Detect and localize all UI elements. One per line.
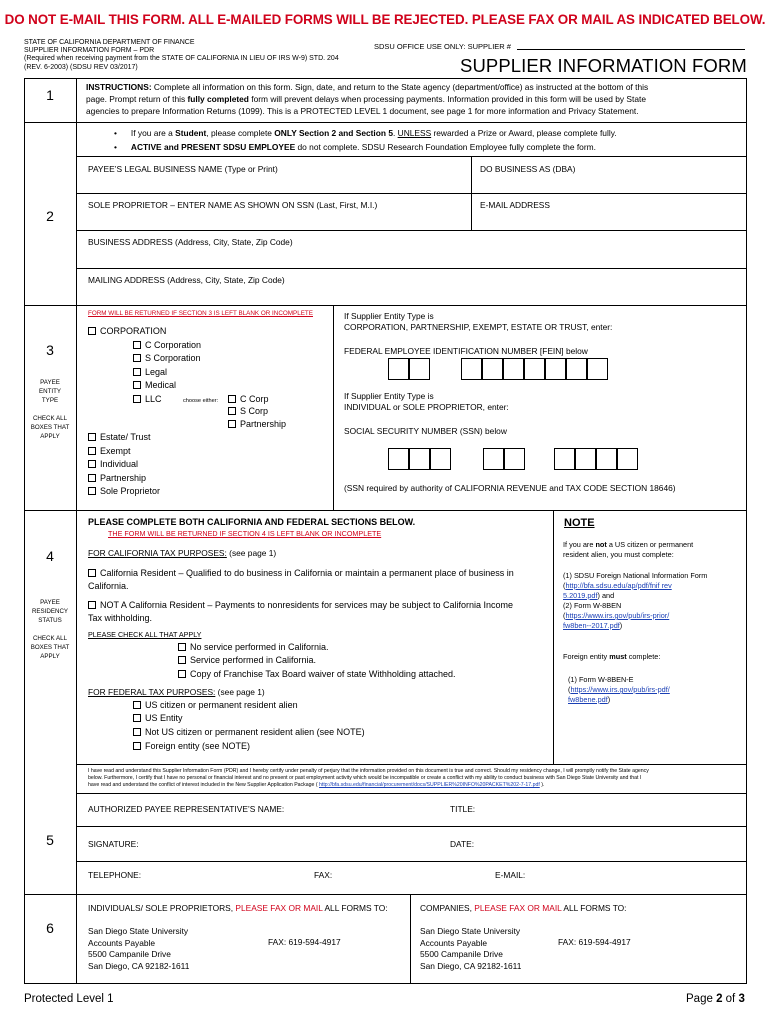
date-label: DATE: — [450, 839, 475, 849]
medical-checkbox[interactable]: Medical — [133, 380, 176, 390]
section-4-number: 4 — [46, 548, 54, 564]
telephone-label: TELEPHONE: — [88, 870, 142, 880]
instructions-line-3: agencies to prepare Information Returns (1099). This is a PROTECTED LEVEL 1 document, see page 1 for more information and Privacy Statement. — [86, 106, 639, 116]
section-2-number: 2 — [46, 208, 54, 224]
section-4-heading: PLEASE COMPLETE BOTH CALIFORNIA AND FEDERAL SECTIONS BELOW. — [88, 517, 416, 527]
student-bullet: • If you are a Student, please complete ONLY Section 2 and Section 5. UNLESS rewarded a Prize or Award, please complete fully. — [114, 128, 617, 138]
note-heading: NOTE — [564, 517, 595, 529]
entity-type-side-label: PAYEE ENTITY TYPE CHECK ALL BOXES THAT APPLY — [30, 379, 70, 440]
individual-checkbox[interactable]: Individual — [88, 459, 138, 469]
llc-c-corp-checkbox[interactable]: C Corp — [228, 394, 269, 404]
title-label: TITLE: — [450, 804, 476, 814]
not-california-resident-checkbox[interactable]: NOT A California Resident – Payments to nonresidents for services may be subject to California Income — [88, 600, 513, 610]
divider — [76, 193, 747, 194]
divider — [76, 230, 747, 231]
fax-label: FAX: — [314, 870, 333, 880]
mailing-address-label: MAILING ADDRESS (Address, City, State, Zip Code) — [88, 275, 285, 285]
llc-partnership-checkbox[interactable]: Partnership — [228, 419, 286, 429]
section-4-warning: THE FORM WILL BE RETURNED IF SECTION 4 IS LEFT BLANK OR INCOMPLETE — [108, 529, 382, 538]
divider — [24, 894, 747, 895]
certification-line-2: below. Furthermore, I certify that I have no personal or financial interest and no present or past employment activity which would be incompatible or create a conflict with my ability to conduct business with San Diego State University and that I — [88, 775, 642, 781]
reject-email-banner: DO NOT E-MAIL THIS FORM. ALL E-MAILED FORMS WILL BE REJECTED. PLEASE FAX OR MAIL AS INDICATED BELOW. — [4, 12, 766, 27]
divider — [76, 861, 747, 862]
sole-proprietor-checkbox[interactable]: Sole Proprietor — [88, 486, 160, 496]
ftb-waiver-checkbox[interactable]: Copy of Franchise Tax Board waiver of state Withholding attached. — [178, 669, 455, 679]
section-number-divider — [76, 78, 77, 984]
ssn-label: SOCIAL SECURITY NUMBER (SSN) below — [344, 426, 507, 436]
note-line: (1) Form W-8BEN-E — [568, 675, 634, 684]
protected-level-label: Protected Level 1 — [24, 993, 114, 1005]
no-service-checkbox[interactable]: No service performed in California. — [178, 642, 329, 652]
page-number: Page 2 of 3 — [686, 993, 745, 1005]
section-3-warning: FORM WILL BE RETURNED IF SECTION 3 IS LEFT BLANK OR INCOMPLETE — [88, 310, 313, 317]
california-tax-heading: FOR CALIFORNIA TAX PURPOSES: (see page 1) — [88, 548, 277, 558]
companies-mail-heading: COMPANIES, PLEASE FAX OR MAIL ALL FORMS TO: — [420, 903, 627, 913]
note-line: Foreign entity must complete: — [563, 652, 661, 661]
note-line: If you are not a US citizen or permanent — [563, 540, 694, 549]
estate-trust-checkbox[interactable]: Estate/ Trust — [88, 432, 151, 442]
foreign-entity-checkbox[interactable]: Foreign entity (see NOTE) — [133, 741, 250, 751]
certification-line-1: I have read and understand this Supplier Information Form (PDR) and I hereby certify under penalty of perjury that the information provided on this document is true and correct. Should my residency change, I will promptly notify the State agency — [88, 768, 649, 774]
legal-checkbox[interactable]: Legal — [133, 367, 167, 377]
instructions-line-1: INSTRUCTIONS: Complete all information on this form. Sign, date, and return to the State agency (department/office) as instructed at the bottom of this — [86, 82, 649, 92]
us-citizen-checkbox[interactable]: US citizen or permanent resident alien — [133, 700, 298, 710]
llc-checkbox[interactable]: LLC — [133, 394, 162, 404]
not-us-citizen-checkbox[interactable]: Not US citizen or permanent resident alien (see NOTE) — [133, 727, 365, 737]
section-3-number: 3 — [46, 342, 54, 358]
instructions-line-2: page. Prompt return of this fully completed form will prevent delays when processing payments. Information provided in this form will be used by State — [86, 94, 646, 104]
corporation-checkbox[interactable]: CORPORATION — [88, 326, 166, 336]
divider — [76, 793, 747, 794]
form-requirement: (Required when receiving payment from the STATE OF CALIFORNIA IN LIEU OF IRS W-9) STD. 204 — [24, 55, 339, 62]
llc-s-corp-checkbox[interactable]: S Corp — [228, 406, 268, 416]
residency-side-label: PAYEE RESIDENCY STATUS CHECK ALL BOXES THAT APPLY — [30, 599, 70, 660]
sole-proprietor-name-label: SOLE PROPRIETOR – ENTER NAME AS SHOWN ON SSN (Last, First, M.I.) — [88, 200, 378, 210]
ssn-intro-line-1: If Supplier Entity Type is — [344, 391, 434, 401]
w8bene-link-2[interactable]: fw8bene.pdf) — [568, 695, 611, 704]
section-5-number: 5 — [46, 832, 54, 848]
exempt-checkbox[interactable]: Exempt — [88, 446, 131, 456]
fnif-link-2[interactable]: 5.2019.pdf) and — [563, 591, 615, 600]
ssn-intro-line-2: INDIVIDUAL or SOLE PROPRIETOR, enter: — [344, 402, 509, 412]
us-entity-checkbox[interactable]: US Entity — [133, 713, 183, 723]
section-6-number: 6 — [46, 920, 54, 936]
divider — [410, 894, 411, 984]
individuals-mail-heading: INDIVIDUALS/ SOLE PROPRIETORS, PLEASE FAX OR MAIL ALL FORMS TO: — [88, 903, 388, 913]
form-revision: (REV. 6-2003) (SDSU REV 03/2017) — [24, 64, 138, 71]
divider — [553, 510, 554, 764]
supplier-number-field[interactable] — [517, 49, 745, 50]
email-label: E-MAIL: — [495, 870, 526, 880]
fein-intro-line-2: CORPORATION, PARTNERSHIP, EXEMPT, ESTATE OR TRUST, enter: — [344, 322, 613, 332]
fnif-link[interactable]: (http://bfa.sdsu.edu/ap/pdf/fnif rev — [563, 581, 672, 590]
w8bene-link[interactable]: (https://www.irs.gov/pub/irs-pdf/ — [568, 685, 670, 694]
legal-name-label: PAYEE’S LEGAL BUSINESS NAME (Type or Print) — [88, 164, 278, 174]
companies-fax: FAX: 619-594-4917 — [558, 937, 631, 947]
section-1-number: 1 — [46, 87, 54, 103]
fein-label: FEDERAL EMPLOYEE IDENTIFICATION NUMBER [FEIN] below — [344, 346, 588, 356]
companies-address: San Diego State University Accounts Payable 5500 Campanile Drive San Diego, CA 92182-1611 — [420, 926, 522, 971]
note-line: (1) SDSU Foreign National Information Form — [563, 571, 708, 580]
office-use-label: SDSU OFFICE USE ONLY: SUPPLIER # — [374, 42, 511, 51]
nonresident-line-2: Tax withholding. — [88, 613, 153, 623]
w8ben-link[interactable]: (https://www.irs.gov/pub/irs-prior/ — [563, 611, 670, 620]
divider — [24, 122, 747, 123]
certification-line-3: have read and understand the conflict of interest included in the New Supplier Application Package ( http://bfa.sdsu.edu/financial/procurement/docs/SUPPLIER%20INFO%20PACKET%202-7-17.pdf ). — [88, 782, 545, 788]
business-address-label: BUSINESS ADDRESS (Address, City, State, Zip Code) — [88, 237, 293, 247]
divider — [24, 305, 747, 306]
ssn-authority-note: (SSN required by authority of CALIFORNIA REVENUE and TAX CODE SECTION 18646) — [344, 483, 676, 493]
note-line: resident alien, you must complete: — [563, 550, 674, 559]
individuals-address: San Diego State University Accounts Payable 5500 Campanile Drive San Diego, CA 92182-1611 — [88, 926, 190, 971]
signature-label: SIGNATURE: — [88, 839, 139, 849]
partnership-checkbox[interactable]: Partnership — [88, 473, 146, 483]
c-corporation-checkbox[interactable]: C Corporation — [133, 340, 201, 350]
divider — [76, 156, 747, 157]
service-performed-checkbox[interactable]: Service performed in California. — [178, 655, 316, 665]
check-all-label: PLEASE CHECK ALL THAT APPLY — [88, 630, 202, 639]
note-line: (2) Form W-8BEN — [563, 601, 622, 610]
w8ben-link-2[interactable]: fw8ben--2017.pdf) — [563, 621, 623, 630]
california-resident-checkbox[interactable]: California Resident – Qualified to do business in California or maintain a permanent place of business in — [88, 568, 514, 578]
divider — [76, 764, 747, 765]
form-subtitle: SUPPLIER INFORMATION FORM – PDR — [24, 47, 155, 54]
email-address-label: E-MAIL ADDRESS — [480, 200, 550, 210]
divider — [333, 305, 334, 510]
divider — [24, 510, 747, 511]
federal-tax-heading: FOR FEDERAL TAX PURPOSES: (see page 1) — [88, 687, 265, 697]
fein-intro-line-1: If Supplier Entity Type is — [344, 311, 434, 321]
divider — [76, 826, 747, 827]
california-resident-line-2: California. — [88, 581, 129, 591]
employee-bullet: • ACTIVE and PRESENT SDSU EMPLOYEE do not complete. SDSU Research Foundation Employee fully complete the form. — [114, 142, 596, 152]
individuals-fax: FAX: 619-594-4917 — [268, 937, 341, 947]
page-title: SUPPLIER INFORMATION FORM — [460, 55, 747, 76]
dba-label: DO BUSINESS AS (DBA) — [480, 164, 576, 174]
rep-name-label: AUTHORIZED PAYEE REPRESENTATIVE’S NAME: — [88, 804, 285, 814]
s-corporation-checkbox[interactable]: S Corporation — [133, 353, 201, 363]
choose-either-label: choose either: — [183, 398, 219, 404]
agency-line: STATE OF CALIFORNIA DEPARTMENT OF FINANCE — [24, 39, 195, 46]
divider — [76, 268, 747, 269]
